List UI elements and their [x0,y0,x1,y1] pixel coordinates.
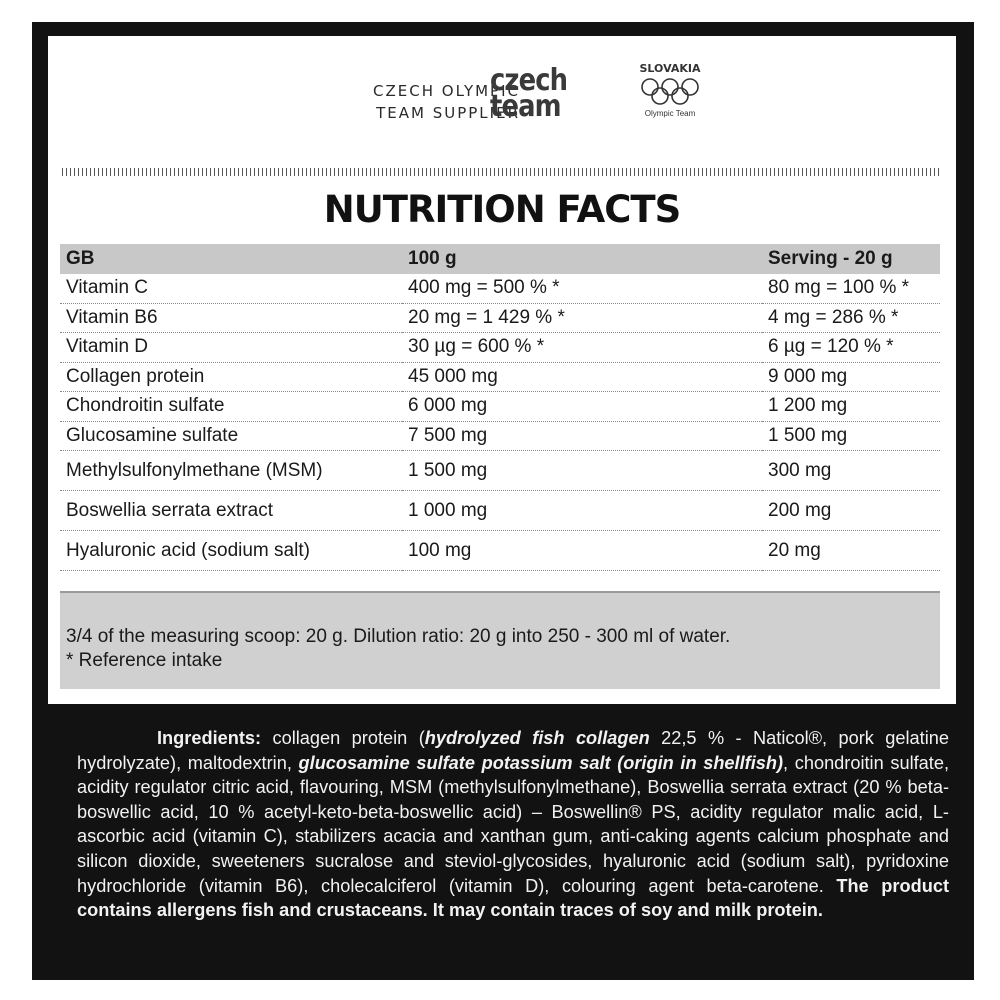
table-row [60,392,940,422]
supplier-line-2: TEAM SUPPLIER [376,104,520,122]
table-row [60,451,940,491]
ingredients-part: 22,5 % - Naticol®, pork gelatine hydrolyzate), maltodextrin, [77,728,949,773]
olympic-supplier-text [310,80,520,124]
value-per-100g: 400 mg = 500 % * [402,274,762,303]
table-row [60,274,940,303]
slovakia-name: SLOVAKIA [639,62,701,75]
value-per-100g: 20 mg = 1 429 % * [402,303,762,333]
table-row [60,362,940,392]
value-per-100g: 1 500 mg [402,451,762,491]
table-row [60,333,940,363]
value-per-serving: 1 200 mg [762,392,940,422]
value-per-100g: 6 000 mg [402,392,762,422]
nutrient-name: Vitamin C [60,274,402,303]
ingredients-highlight: glucosamine sulfate potassium salt (origin in shellfish) [298,752,784,773]
value-per-100g: 45 000 mg [402,362,762,392]
nutrient-name: Vitamin B6 [60,303,402,333]
nutrient-name: Glucosamine sulfate [60,421,402,451]
value-per-serving: 80 mg = 100 % * [762,274,940,303]
nutrient-name: Hyaluronic acid (sodium salt) [60,531,402,571]
value-per-serving: 9 000 mg [762,362,940,392]
reference-intake-note: * Reference intake [66,650,223,671]
value-per-serving: 1 500 mg [762,421,940,451]
ingredients-highlight: hydrolyzed fish collagen [424,728,650,748]
value-per-serving: 4 mg = 286 % * [762,303,940,333]
notes-box [60,591,940,689]
value-per-100g: 100 mg [402,531,762,571]
table-row [60,491,940,531]
nutrition-table [60,244,940,571]
slovakia-team-text: Olympic Team [644,109,696,118]
czech-logo-line-2: team [490,89,561,124]
value-per-serving: 200 mg [762,491,940,531]
table-row [60,303,940,333]
value-per-serving: 6 µg = 120 % * [762,333,940,363]
value-per-serving: 300 mg [762,451,940,491]
czech-team-logo [490,63,576,124]
nutrient-name: Collagen protein [60,362,402,392]
hatched-divider [62,168,940,176]
ingredients-text [77,726,949,923]
allergen-warning: The product contains allergens fish and crustaceans. It may contain traces of soy and milk protein. [77,875,949,921]
value-per-serving: 20 mg [762,531,940,571]
value-per-100g: 1 000 mg [402,491,762,531]
nutrition-panel [48,36,956,704]
ingredients-label: Ingredients: [157,728,262,748]
dilution-note: 3/4 of the measuring scoop: 20 g. Dilution ratio: 20 g into 250 - 300 ml of water. [66,626,731,647]
slovakia-olympic-logo [630,62,710,118]
supplier-line-1: CZECH OLYMPIC [373,82,520,100]
nutrient-name: Boswellia serrata extract [60,491,402,531]
value-per-100g: 30 µg = 600 % * [402,333,762,363]
header-region: GB [60,244,402,274]
table-header-row [60,244,940,274]
table-row [60,421,940,451]
table-row [60,531,940,571]
ingredients-part: , chondroitin sulfate, acidity regulator citric acid, flavouring, MSM (methylsulfonylmethane), Boswellia serrata extract (20 % beta-boswellic acid, 10 % acetyl-keto-beta-boswellic acid) – Boswellin® PS, acidity regulator malic acid, L-ascorbic acid (vitamin C), stabilizers acacia and xanthan gum, anti-caking agents calcium phosphate and silicon dioxide, sweeteners sucralose and steviol-glycosides, hyaluronic acid (sodium salt), pyridoxine hydrochloride (vitamin B6), cholecalciferol (vitamin D), colouring agent beta-carotene. [77,752,949,896]
olympic-rings-icon [638,77,702,107]
czech-logo-line-1: czech [490,63,568,98]
nutrient-name: Methylsulfonylmethane (MSM) [60,451,402,491]
nutrient-name: Vitamin D [60,333,402,363]
value-per-100g: 7 500 mg [402,421,762,451]
nutrient-name: Chondroitin sulfate [60,392,402,422]
header-per-100g: 100 g [402,244,762,274]
header-per-serving: Serving - 20 g [762,244,940,274]
ingredients-part: collagen protein ( [261,728,425,748]
nutrition-facts-title: NUTRITION FACTS [323,188,681,231]
